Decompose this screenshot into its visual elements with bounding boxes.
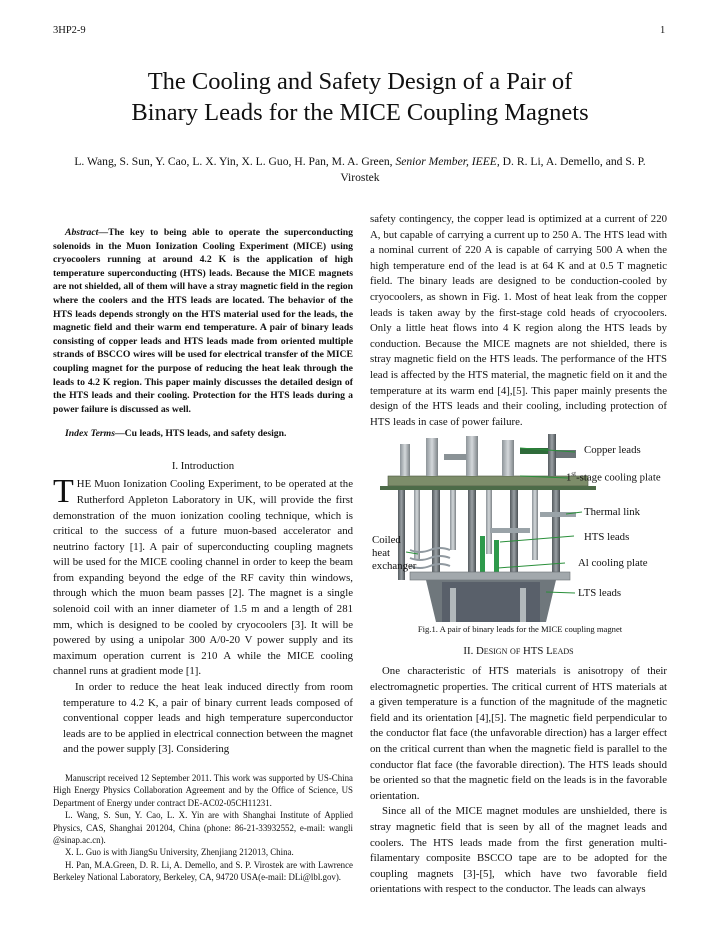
authors-part-2: D. R. Li, A. Demello, and S. P. Virostek — [340, 155, 646, 184]
section-1-body — [53, 473, 353, 758]
footnotes — [53, 772, 353, 884]
label-hts-leads: HTS leads — [584, 531, 630, 543]
index-terms-text: —Cu leads, HTS leads, and safety design. — [114, 428, 287, 440]
footnote-1: Manuscript received 12 September 2011. This work was supported by US-China High Energy Physics Collaboration Agreement and by the Office of Science, US Department of Energy under contract DE-AC02-05CH11231. — [53, 773, 353, 808]
title-line-2: Binary Leads for the MICE Coupling Magnets — [131, 99, 589, 126]
footnote-4: H. Pan, M.A.Green, D. R. Li, A. Demello, and S. P. Virostek are with Lawrence Berkeley National Laboratory, Berkeley, CA, 94720 USA(e-mail: DLi@lbl.gov). — [53, 859, 353, 883]
author-list — [60, 154, 660, 186]
page-number: 1 — [660, 25, 666, 36]
drop-cap: T — [53, 473, 74, 511]
left-column — [53, 226, 353, 883]
section-2-paragraph-1: One characteristic of HTS materials is anisotropy of their electromagnetic properties. The critical current of HTS materials at a given temperature is a function of the magnitude of the magnetic field and its orientation [4],[5]. The magnetic field perpendicular to the conductor flat face (the unfavorable direction) has a larger effect on the critical current than when the magnetic field is parallel to the conductor flat face (the favorable direction). The HTS leads should be oriented so that the magnetic field on the leads is in the favorable orientation. — [370, 665, 667, 802]
section-1-heading: I. Introduction — [171, 460, 235, 473]
footnote-3: X. L. Guo is with JiangSu University, Zhenjiang 212013, China. — [65, 847, 294, 858]
title-line-1: The Cooling and Safety Design of a Pair of — [147, 68, 573, 95]
right-column-top-text: safety contingency, the copper lead is optimized at a current of 220 A, but capable of carrying a current up to 250 A. The HTS lead with a nominal current of 220 A is capable of carrying 500 A when the high temperature end of the lead is at 64 K and at 0.5 T magnetic field. The binary leads are designed to be conduction-cooled by cryocoolers, as shown in Fig. 1. Most of heat leak from the copper leads is taken away by the first-stage cold heads of cryocoolers. Only a little heat flows into 4 K region along the HTS leads by conduction. Because the MICE magnets are not shielded, there is stray magnetic field on the HTS leads. The performance of the HTS lead is affected by the HTS material, the magnetic field on it and the temperature at its warm end [4],[5]. This paper mainly presents the design of the HTS leads and their cooling, including protection of HTS leads in case of power failure. — [370, 213, 667, 428]
index-terms-label: Index Terms — [65, 428, 115, 440]
running-header-code: 3HP2-9 — [53, 25, 86, 36]
section-1-paragraph-1: THE Muon Ionization Cooling Experiment, to be operated at the Rutherford Appleton Laboratory in UK, will provide the first demonstration of the muon ionization cooling technique, which is critical to the success of a future muon-based accelerator and neutrino factory [1]. A pair of superconducting coupling magnets will be used for the MICE cooling channel in order to keep the beam from expanding beyond the edge of the RF cavity thin windows, through which the muon beam passes [2]. The magnet is a single solenoid coil with an inner diameter of 1.5 m and a length of 281 mm, which is designed to be cooled by cryocoolers [3]. It will be powered by using a unipolar 300 A/0-20 V power supply and its maximum operation current is 210 A while the MICE cooling channel runs at gradient mode [1]. — [53, 473, 353, 678]
label-first-stage-cooling-plate: 1st-stage cooling plate — [566, 470, 661, 484]
label-copper-leads: Copper leads — [584, 444, 641, 456]
label-lts-leads: LTS leads — [578, 587, 622, 599]
section-1-paragraph-2: In order to reduce the heat leak induced directly from room temperature to 4.2 K, a pair of binary current leads composed of conventional copper leads and high temperature superconductor leads are to be applied in electrical connection between the magnet and the power supply [3]. Considering — [63, 681, 353, 756]
label-thermal-link: Thermal link — [584, 506, 641, 518]
index-terms — [53, 428, 353, 439]
abstract-label: Abstract — [65, 227, 99, 238]
section-2-heading: II. Design of HTS Leads — [463, 645, 574, 657]
authors-affiliation-italic: Senior Member, IEEE, — [395, 155, 500, 168]
figure-1-caption: Fig.1. A pair of binary leads for the MICE coupling magnet — [417, 624, 623, 634]
section-2-body — [370, 664, 667, 898]
label-coiled-heat-exchanger: Coiled heat exchanger — [372, 534, 417, 572]
authors-part-1: L. Wang, S. Sun, Y. Cao, L. X. Yin, X. L. Guo, H. Pan, M. A. Green, — [74, 155, 396, 168]
label-al-cooling-plate: Al cooling plate — [578, 557, 648, 569]
figure-1 — [370, 432, 670, 632]
footnote-2: L. Wang, S. Sun, Y. Cao, L. X. Yin are with Shanghai Institute of Applied Physics, CAS, Shanghai 201204, China (phone: 86-21-33932552, e-mail: wangli @sinap.ac.cn). — [53, 810, 353, 846]
paper-title — [60, 66, 660, 128]
abstract-text: —The key to being able to operate the superconducting solenoids in the Muon Ionization Cooling Experiment (MICE) using cryocoolers running at around 4.2 K is the application of high temperature superconducting (HTS) leads. Because the MICE magnets are not shielded, all of them will have a stray magnetic field in the region where the coolers and the HTS leads are located. The behavior of the HTS leads depends strongly on the HTS material used for the leads, the magnetic field and their warm end temperature. A pair of binary leads consisting of copper leads and HTS leads made from oriented multiple strands of BSCCO wires will be used for electrical transfer of the MICE coupling magnet for the purpose of reducing the heat leak through the leads to 4.2 K region. This paper mainly discusses the detailed design of the HTS leads and their cooling. Protection for the HTS leads during a power failure is discussed as well. — [53, 227, 353, 415]
abstract — [53, 226, 353, 416]
section-2-paragraph-2: Since all of the MICE magnet modules are unshielded, there is stray magnetic field that is seen by all of the magnet leads and coolers. The HTS leads made from the first generation multi-filamentary composite BSCCO tape are to be adopted for the coupling magnets [3]-[5], which have two favorable field orientations with respect to the conductor. The leads can always — [370, 805, 667, 896]
